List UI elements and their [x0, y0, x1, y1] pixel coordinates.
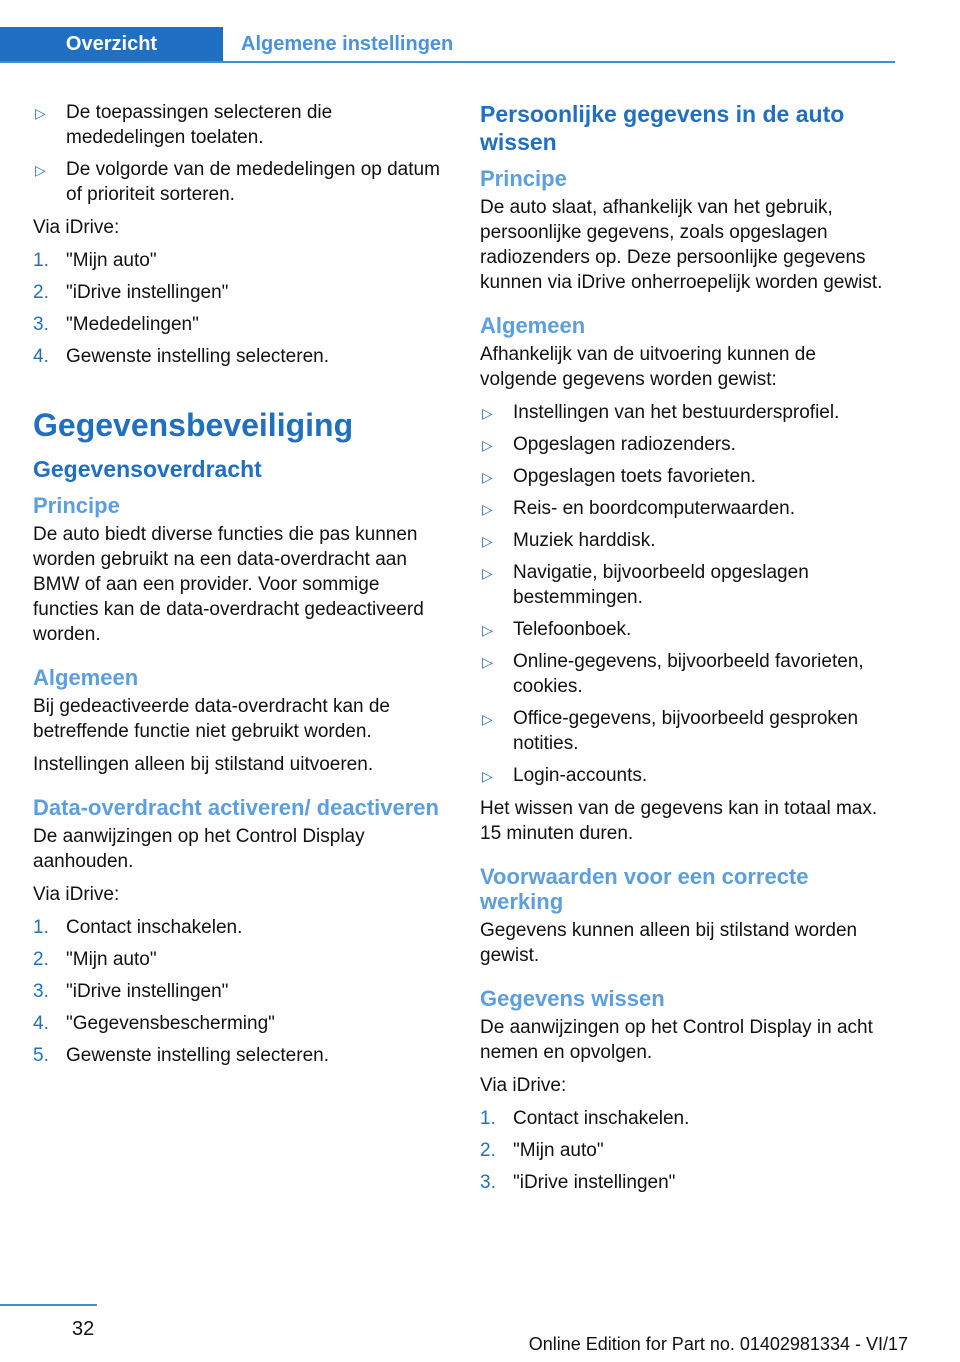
via-idrive-label: Via iDrive:	[33, 217, 120, 238]
triangle-bullet-icon: ▷	[482, 654, 493, 670]
list-item: 3. "Mededelingen"	[33, 314, 199, 335]
subsection-title: Principe	[33, 493, 120, 518]
list-item: 2. "Mijn auto"	[33, 949, 157, 970]
steps-list	[33, 248, 445, 369]
section-title: Gegevensoverdracht	[33, 456, 262, 482]
list-item: 4. Gewenste instelling selecteren.	[33, 346, 329, 367]
steps-list	[480, 1106, 892, 1195]
paragraph: Afhankelijk van de uitvoering kunnen de volgende gegevens worden gewist:	[480, 344, 816, 390]
list-item: ▷ Office-gegevens, bijvoorbeeld gesproken notities.	[482, 708, 859, 754]
via-idrive-label: Via iDrive:	[480, 1075, 567, 1096]
list-item: ▷ Telefoonboek.	[480, 617, 892, 642]
right-column	[480, 100, 892, 1203]
right-bullet-list	[480, 400, 892, 788]
paragraph: Bij gedeactiveerde data-overdracht kan de betreffende functie niet gebruikt worden.	[33, 696, 391, 742]
paragraph: De auto slaat, afhankelijk van het gebruik, persoonlijke gegevens, zoals opgeslagen radiozenders op. Deze persoonlijke gegevens kunnen via iDrive onherroepelijk worden gewist.	[480, 197, 883, 293]
list-item: 3. "iDrive instellingen"	[33, 981, 229, 1002]
list-item: 1. Contact inschakelen.	[33, 917, 243, 938]
subsection-title: Voorwaarden voor een correcte werking	[480, 864, 809, 914]
paragraph: Instellingen alleen bij stilstand uitvoeren.	[33, 754, 374, 775]
steps-list	[33, 915, 445, 1068]
triangle-bullet-icon: ▷	[35, 105, 46, 121]
triangle-bullet-icon: ▷	[482, 533, 493, 549]
triangle-bullet-icon: ▷	[482, 565, 493, 581]
list-item: ▷ Muziek harddisk.	[480, 528, 892, 553]
subsection-title: Principe	[480, 166, 567, 191]
list-item: ▷ Navigatie, bijvoorbeeld opgeslagen bestemmingen.	[482, 562, 809, 608]
list-item: 5. Gewenste instelling selecteren.	[33, 1045, 329, 1066]
triangle-bullet-icon: ▷	[482, 501, 493, 517]
list-item: ▷ Login-accounts.	[480, 763, 892, 788]
via-idrive-label: Via iDrive:	[33, 884, 120, 905]
subsection-title: Data-overdracht activeren/ deactiveren	[33, 795, 439, 820]
triangle-bullet-icon: ▷	[482, 469, 493, 485]
list-item: ▷ De toepassingen selecteren die mededelingen toelaten.	[35, 102, 333, 148]
page-number-rule	[0, 1304, 97, 1306]
section-title: Persoonlijke gegevens in de auto wissen	[480, 101, 845, 155]
paragraph: De aanwijzingen op het Control Display aanhouden.	[33, 826, 365, 872]
list-item: ▷ De volgorde van de mededelingen op datum of prioriteit sorteren.	[35, 159, 440, 205]
triangle-bullet-icon: ▷	[35, 162, 46, 178]
list-item: 2. "Mijn auto"	[480, 1140, 604, 1161]
list-item: 2. "iDrive instellingen"	[33, 282, 229, 303]
paragraph: De auto biedt diverse functies die pas kunnen worden gebruikt na een data-overdracht aan BMW of aan een provider. Voor sommige functies kan de data-overdracht gedeactiveerd worden.	[33, 524, 424, 645]
left-column	[33, 100, 445, 1076]
paragraph: Het wissen van de gegevens kan in totaal max. 15 minuten duren.	[480, 798, 878, 844]
triangle-bullet-icon: ▷	[482, 622, 493, 638]
subsection-title: Algemeen	[480, 313, 586, 338]
list-item: 1. Contact inschakelen.	[480, 1108, 690, 1129]
subsection-title: Algemeen	[33, 665, 139, 690]
list-item: 3. "iDrive instellingen"	[480, 1172, 676, 1193]
left-bullet-list	[33, 100, 445, 207]
page-number: 32	[72, 1318, 95, 1340]
tab-overzicht[interactable]: Overzicht	[0, 27, 223, 61]
list-item: ▷ Opgeslagen radiozenders.	[480, 432, 892, 457]
triangle-bullet-icon: ▷	[482, 711, 493, 727]
subsection-title: Gegevens wissen	[480, 986, 665, 1011]
tab-algemene-instellingen[interactable]: Algemene instellingen	[241, 32, 454, 55]
chapter-title: Gegevensbeveiliging	[33, 407, 354, 443]
list-item: 4. "Gegevensbescherming"	[33, 1013, 275, 1034]
triangle-bullet-icon: ▷	[482, 768, 493, 784]
header-bar	[0, 27, 895, 63]
list-item: ▷ Opgeslagen toets favorieten.	[480, 464, 892, 489]
list-item: 1. "Mijn auto"	[33, 250, 157, 271]
triangle-bullet-icon: ▷	[482, 405, 493, 421]
list-item: ▷ Instellingen van het bestuurdersprofiel.	[480, 400, 892, 425]
paragraph: Gegevens kunnen alleen bij stilstand worden gewist.	[480, 920, 858, 966]
paragraph: De aanwijzingen op het Control Display in acht nemen en opvolgen.	[480, 1017, 873, 1063]
list-item: ▷ Online-gegevens, bijvoorbeeld favorieten, cookies.	[482, 651, 864, 697]
list-item: ▷ Reis- en boordcomputerwaarden.	[480, 496, 892, 521]
triangle-bullet-icon: ▷	[482, 437, 493, 453]
edition-footer: Online Edition for Part no. 01402981334 - VI/17	[528, 1334, 908, 1354]
